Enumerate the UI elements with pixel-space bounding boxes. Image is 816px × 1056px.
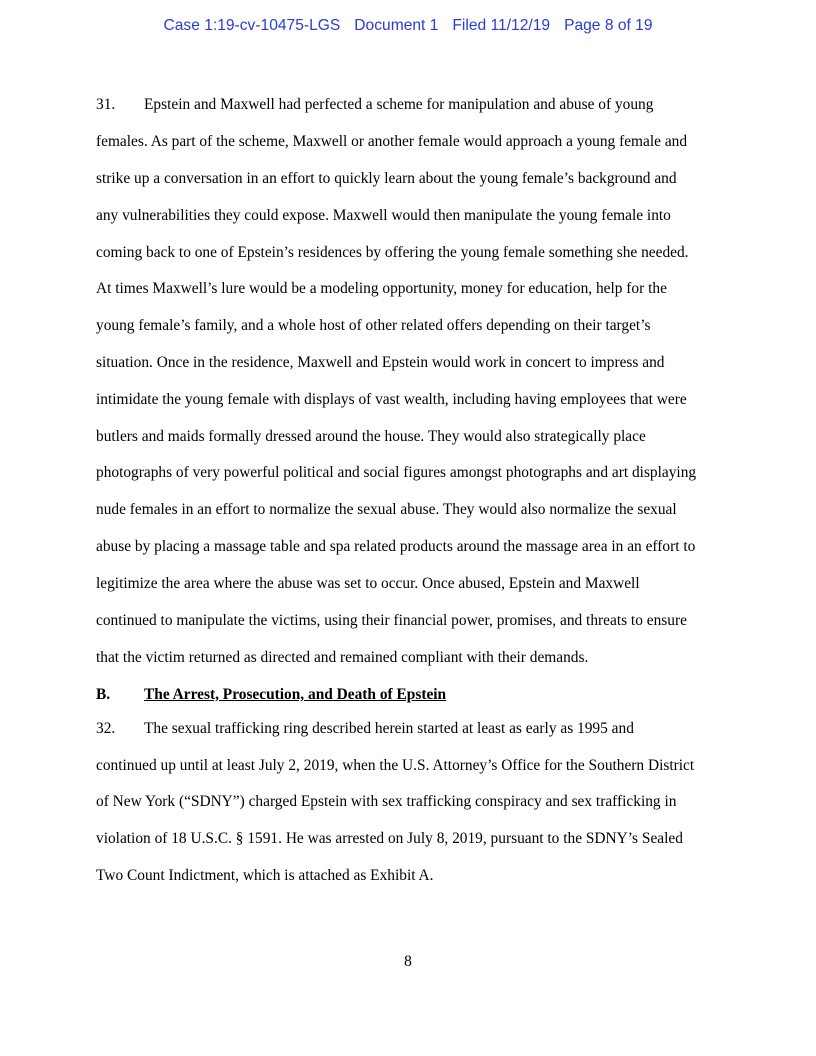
paragraph-number: 31. (96, 96, 116, 113)
filed-date: Filed 11/12/19 (452, 17, 551, 34)
paragraph-31-line: young female’s family, and a whole host of other related offers depending on their target’s (96, 317, 651, 334)
paragraph-31-line: legitimize the area where the abuse was set to occur. Once abused, Epstein and Maxwell (96, 575, 640, 592)
paragraph-31-line: abuse by placing a massage table and spa related products around the massage area in an effort to (96, 538, 696, 555)
case-number: Case 1:19-cv-10475-LGS (163, 17, 341, 34)
paragraph-31-line: any vulnerabilities they could expose. Maxwell would then manipulate the young female into (96, 207, 671, 224)
paragraph-31-line: At times Maxwell’s lure would be a modeling opportunity, money for education, help for the (96, 280, 667, 297)
paragraph-31-line: intimidate the young female with displays of vast wealth, including having employees that were (96, 391, 687, 408)
paragraph-32-line: 32. The sexual trafficking ring described herein started at least as early as 1995 and (96, 720, 634, 737)
page-number: 8 (404, 953, 412, 970)
paragraph-number: 32. (96, 720, 116, 737)
document-number: Document 1 (354, 17, 439, 34)
page-of-total: Page 8 of 19 (564, 17, 653, 34)
paragraph-32-line: of New York (“SDNY”) charged Epstein with sex trafficking conspiracy and sex trafficking in (96, 793, 677, 810)
paragraph-31-line: nude females in an effort to normalize the sexual abuse. They would also normalize the sexual (96, 501, 677, 518)
section-title: The Arrest, Prosecution, and Death of Epstein (144, 686, 447, 703)
case-header (0, 17, 816, 35)
section-letter: B. (96, 686, 111, 703)
paragraph-32-line: continued up until at least July 2, 2019, when the U.S. Attorney’s Office for the Southern District (96, 757, 695, 774)
paragraph-31-line: females. As part of the scheme, Maxwell or another female would approach a young female and (96, 133, 688, 150)
paragraph-31-line: 31. Epstein and Maxwell had perfected a scheme for manipulation and abuse of young (96, 96, 654, 113)
paragraph-31-line: strike up a conversation in an effort to quickly learn about the young female’s background and (96, 170, 677, 187)
paragraph-31-line: that the victim returned as directed and remained compliant with their demands. (96, 649, 589, 666)
section-heading (96, 685, 446, 705)
paragraph-31-line: situation. Once in the residence, Maxwell and Epstein would work in concert to impress and (96, 354, 665, 371)
paragraph-31-line: continued to manipulate the victims, using their financial power, promises, and threats to ensure (96, 612, 687, 629)
paragraph-32-line: Two Count Indictment, which is attached as Exhibit A. (96, 867, 434, 884)
paragraph-32-line: violation of 18 U.S.C. § 1591. He was arrested on July 8, 2019, pursuant to the SDNY’s Sealed (96, 830, 683, 847)
paragraph-31-line: photographs of very powerful political and social figures amongst photographs and art displaying (96, 464, 697, 481)
paragraph-31-line: butlers and maids formally dressed around the house. They would also strategically place (96, 428, 646, 445)
paragraph-31-line: coming back to one of Epstein’s residences by offering the young female something she needed. (96, 244, 689, 261)
